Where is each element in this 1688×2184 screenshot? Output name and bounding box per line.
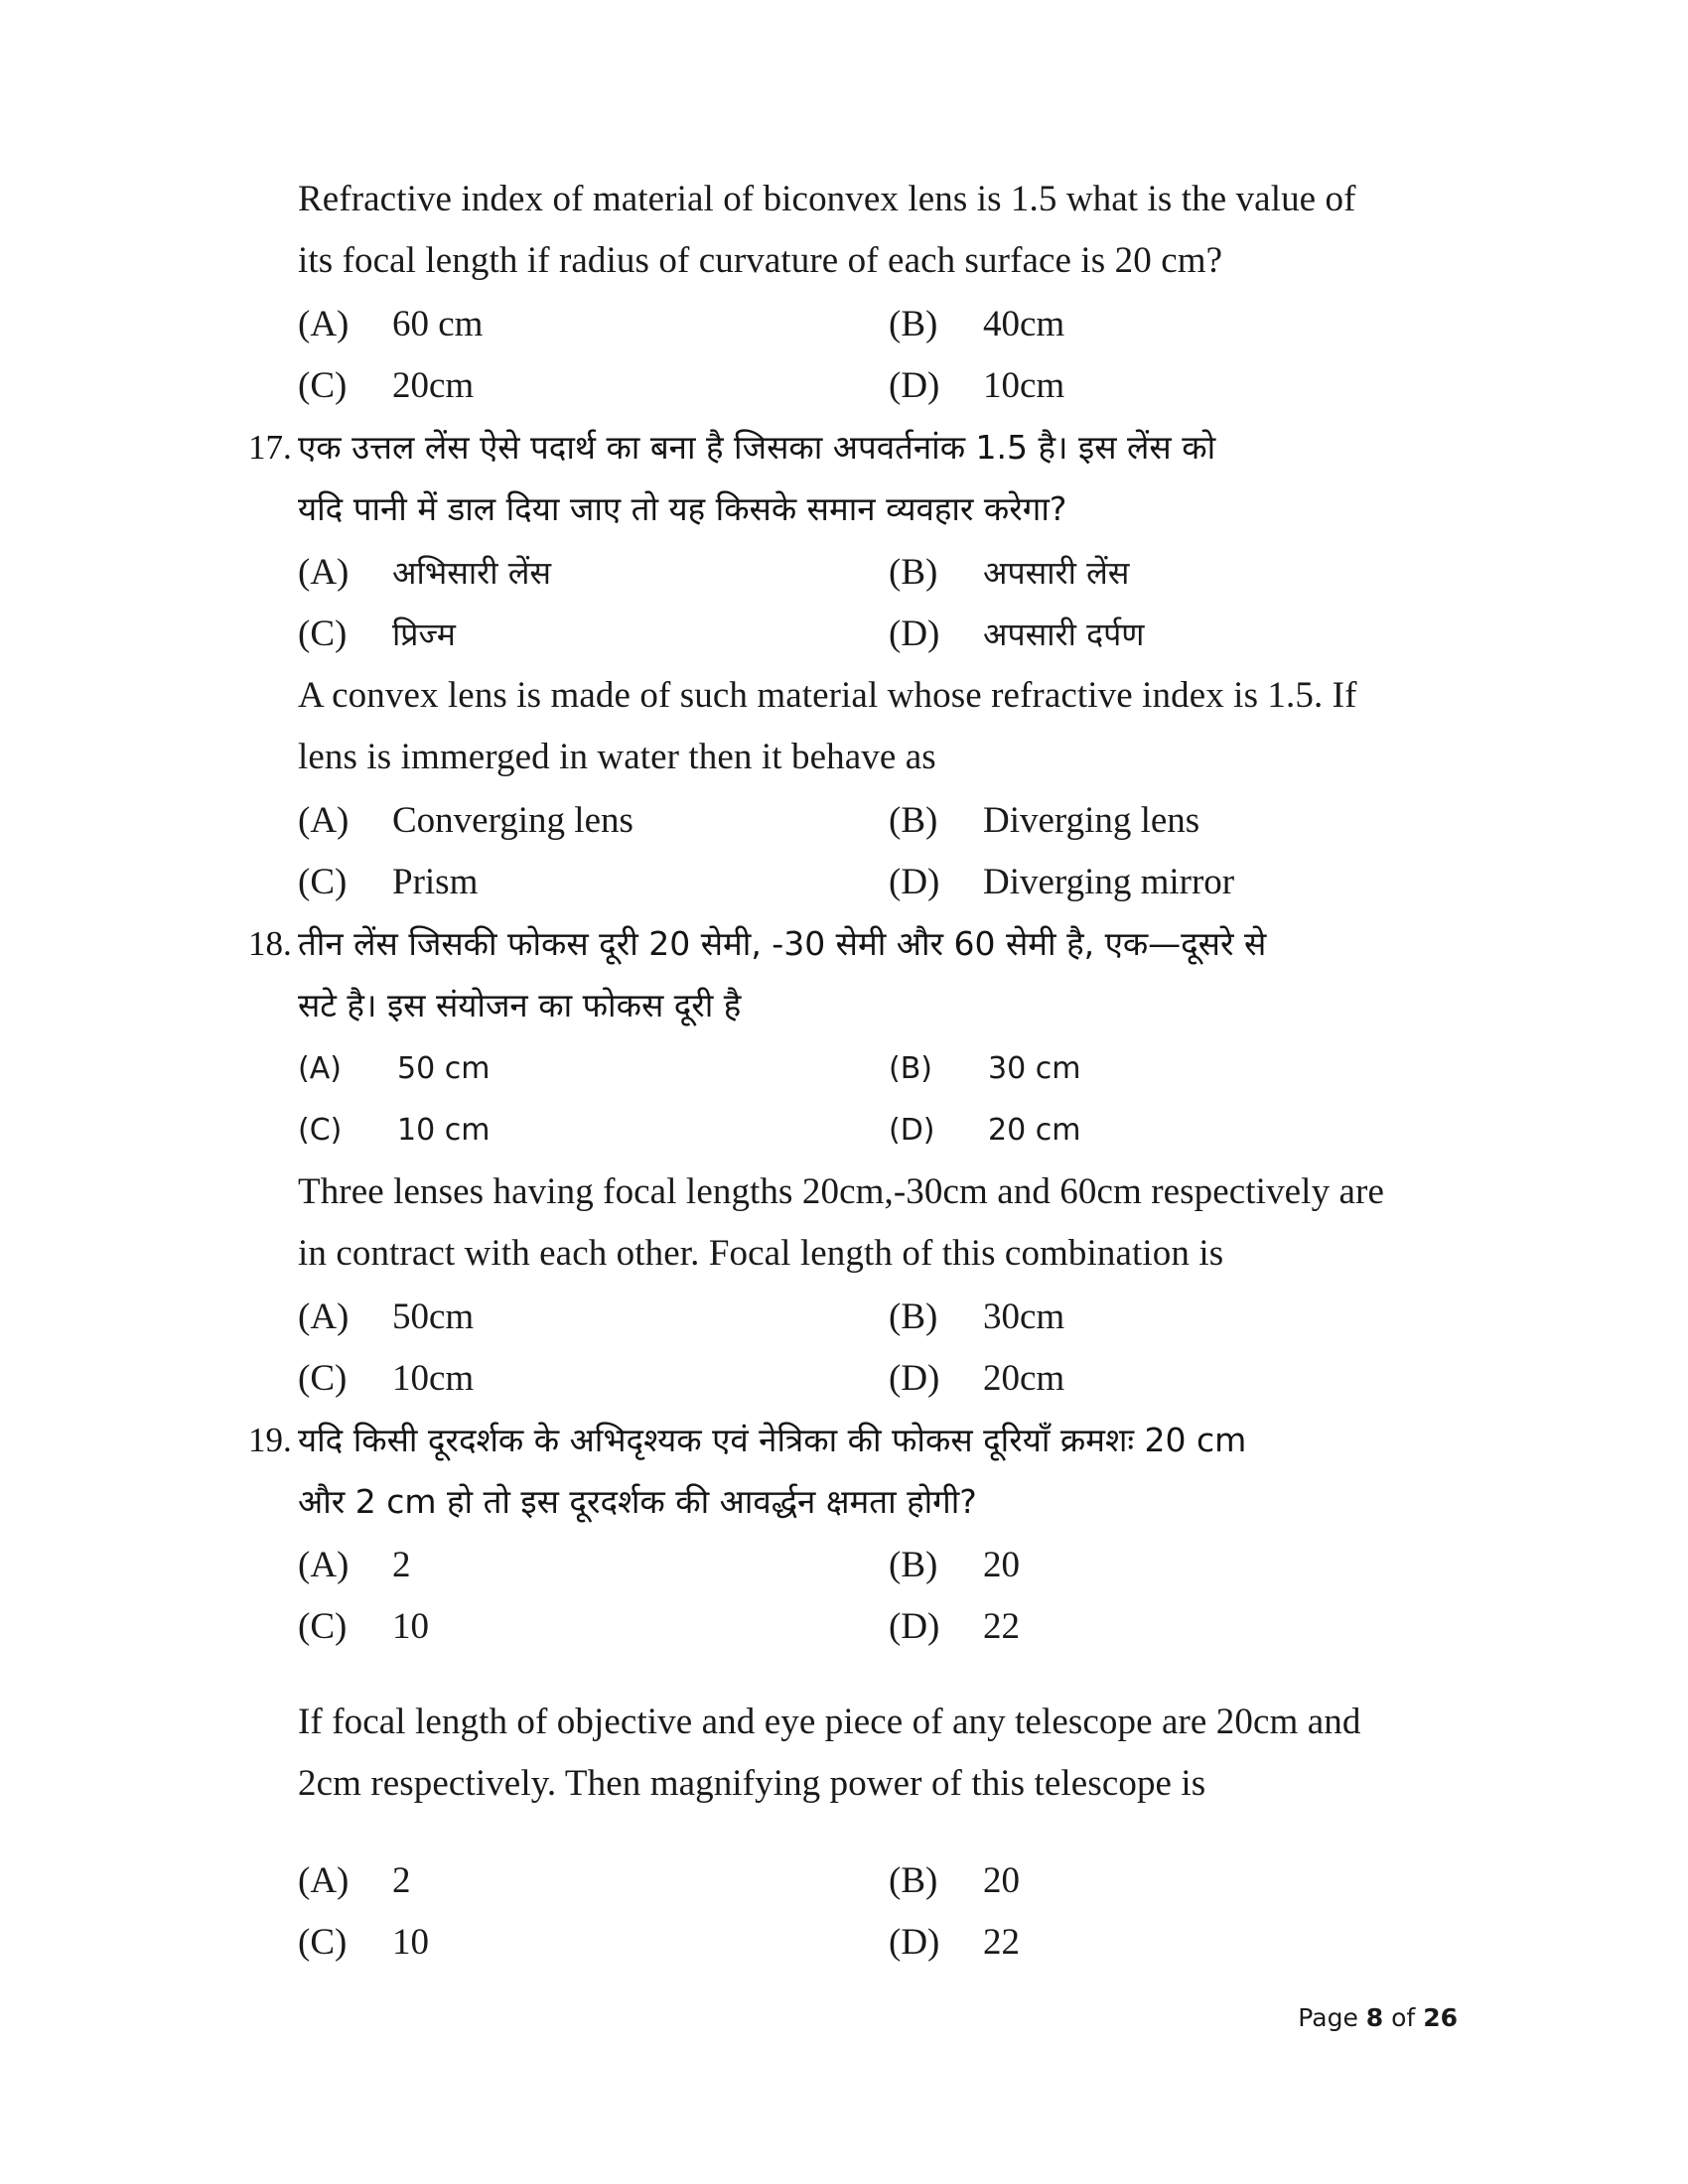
stem-line: A convex lens is made of such material whose refractive index is 1.5. If bbox=[298, 675, 1357, 716]
question-block-q19-hindi bbox=[248, 1410, 1390, 1658]
block-spacer bbox=[298, 1815, 1390, 1848]
option-key-a: (A) bbox=[298, 1051, 342, 1086]
option-key-b: (B) bbox=[889, 1297, 938, 1337]
page-footer bbox=[1298, 2003, 1458, 2032]
option-value-c: प्रिज्म bbox=[392, 615, 456, 653]
option-a[interactable] bbox=[298, 542, 889, 604]
option-c[interactable] bbox=[298, 1596, 889, 1658]
option-c[interactable] bbox=[298, 1912, 889, 1974]
option-value-b: 20 bbox=[983, 1860, 1020, 1901]
option-value-b: 30 cm bbox=[988, 1051, 1081, 1086]
option-value-c: 10cm bbox=[392, 1358, 475, 1399]
option-key-a: (A) bbox=[298, 800, 350, 841]
option-row bbox=[298, 1038, 1390, 1100]
option-a[interactable] bbox=[298, 1287, 889, 1348]
option-b[interactable] bbox=[889, 1287, 1390, 1348]
option-key-a: (A) bbox=[298, 304, 350, 344]
option-c[interactable] bbox=[298, 852, 889, 913]
stem-line: Three lenses having focal lengths 20cm,-30cm and 60cm respectively are bbox=[298, 1171, 1384, 1212]
option-value-a: Converging lens bbox=[392, 800, 633, 841]
option-key-a: (A) bbox=[298, 1860, 350, 1901]
question-number-17: 17. bbox=[248, 428, 292, 467]
stem-line: यदि किसी दूरदर्शक के अभिदृश्यक एवं नेत्रिका की फोकस दूरियाँ क्रमशः 20 cm bbox=[298, 1421, 1247, 1459]
stem-line: Refractive index of material of biconvex lens is 1.5 what is the value of bbox=[298, 179, 1356, 219]
option-value-b: 20 bbox=[983, 1545, 1020, 1585]
option-key-c: (C) bbox=[298, 1922, 348, 1963]
option-c[interactable] bbox=[298, 355, 889, 417]
option-a[interactable] bbox=[298, 1850, 889, 1912]
question-column bbox=[248, 169, 1390, 1974]
option-value-b: 30cm bbox=[983, 1297, 1065, 1337]
question-number-19: 19. bbox=[248, 1421, 292, 1459]
option-row bbox=[298, 1596, 1390, 1658]
options-group bbox=[298, 790, 1390, 913]
stem-line: और 2 cm हो तो इस दूरदर्शक की आवर्द्धन क्षमता होगी? bbox=[298, 1482, 977, 1521]
question-block-q18-english bbox=[298, 1161, 1390, 1410]
stem-line: तीन लेंस जिसकी फोकस दूरी 20 सेमी, -30 सेमी और 60 सेमी है, एक—दूसरे से bbox=[298, 924, 1267, 963]
option-value-a: 50 cm bbox=[397, 1051, 491, 1086]
option-b[interactable] bbox=[889, 1850, 1390, 1912]
footer-page-total: 26 bbox=[1423, 2003, 1458, 2032]
stem-line: in contract with each other. Focal length of this combination is bbox=[298, 1233, 1224, 1274]
option-value-b: अपसारी लेंस bbox=[983, 554, 1130, 592]
option-key-c: (C) bbox=[298, 614, 348, 654]
stem-line: यदि पानी में डाल दिया जाए तो यह किसके समान व्यवहार करेगा? bbox=[298, 489, 1067, 528]
option-key-c: (C) bbox=[298, 1113, 343, 1148]
option-key-b: (B) bbox=[889, 304, 938, 344]
option-key-d: (D) bbox=[889, 1606, 940, 1647]
option-c[interactable] bbox=[298, 604, 889, 665]
option-value-b: Diverging lens bbox=[983, 800, 1200, 841]
option-value-a: 60 cm bbox=[392, 304, 484, 344]
option-b[interactable] bbox=[889, 1535, 1390, 1596]
option-row bbox=[298, 1912, 1390, 1974]
option-d[interactable] bbox=[889, 355, 1390, 417]
option-value-a: अभिसारी लेंस bbox=[392, 554, 552, 592]
question-block-q16-english bbox=[298, 169, 1390, 417]
option-b[interactable] bbox=[889, 790, 1390, 852]
footer-of-label: of bbox=[1391, 2003, 1416, 2032]
option-key-b: (B) bbox=[889, 552, 938, 593]
option-key-a: (A) bbox=[298, 552, 350, 593]
option-value-a: 2 bbox=[392, 1545, 411, 1585]
option-key-b: (B) bbox=[889, 1051, 932, 1086]
option-key-c: (C) bbox=[298, 1606, 348, 1647]
option-key-a: (A) bbox=[298, 1545, 350, 1585]
option-d[interactable] bbox=[889, 1100, 1390, 1161]
option-key-d: (D) bbox=[889, 1358, 940, 1399]
option-value-d: Diverging mirror bbox=[983, 862, 1235, 902]
option-a[interactable] bbox=[298, 1535, 889, 1596]
option-b[interactable] bbox=[889, 542, 1390, 604]
option-value-c: Prism bbox=[392, 862, 479, 902]
option-d[interactable] bbox=[889, 604, 1390, 665]
option-row bbox=[298, 1535, 1390, 1596]
option-row bbox=[298, 1100, 1390, 1161]
footer-page-number: 8 bbox=[1365, 2003, 1384, 2032]
option-key-d: (D) bbox=[889, 862, 940, 902]
option-row bbox=[298, 604, 1390, 665]
option-key-b: (B) bbox=[889, 800, 938, 841]
option-key-d: (D) bbox=[889, 1113, 935, 1148]
options-group bbox=[298, 542, 1390, 665]
option-value-c: 20cm bbox=[392, 365, 475, 406]
options-group bbox=[298, 1287, 1390, 1410]
option-d[interactable] bbox=[889, 852, 1390, 913]
stem-line: lens is immerged in water then it behave as bbox=[298, 737, 936, 777]
option-key-d: (D) bbox=[889, 365, 940, 406]
option-row bbox=[298, 355, 1390, 417]
block-spacer bbox=[298, 1658, 1390, 1692]
option-value-d: 20cm bbox=[983, 1358, 1065, 1399]
options-group bbox=[298, 1038, 1390, 1161]
option-b[interactable] bbox=[889, 294, 1390, 355]
option-b[interactable] bbox=[889, 1038, 1390, 1100]
option-a[interactable] bbox=[298, 790, 889, 852]
option-row bbox=[298, 790, 1390, 852]
option-c[interactable] bbox=[298, 1100, 889, 1161]
option-key-b: (B) bbox=[889, 1860, 938, 1901]
option-value-c: 10 bbox=[392, 1922, 429, 1963]
option-row bbox=[298, 1348, 1390, 1410]
option-value-d: 22 bbox=[983, 1606, 1020, 1647]
option-row bbox=[298, 852, 1390, 913]
option-value-a: 2 bbox=[392, 1860, 411, 1901]
option-row bbox=[298, 1850, 1390, 1912]
option-value-c: 10 bbox=[392, 1606, 429, 1647]
option-d[interactable] bbox=[889, 1912, 1390, 1974]
stem-line: सटे है। इस संयोजन का फोकस दूरी है bbox=[298, 986, 742, 1024]
option-key-d: (D) bbox=[889, 1922, 940, 1963]
option-value-d: 20 cm bbox=[988, 1113, 1081, 1148]
stem-line: its focal length if radius of curvature of each surface is 20 cm? bbox=[298, 240, 1223, 281]
stem-line: If focal length of objective and eye piece of any telescope are 20cm and bbox=[298, 1702, 1361, 1742]
option-key-c: (C) bbox=[298, 862, 348, 902]
options-group bbox=[298, 1535, 1390, 1658]
option-a[interactable] bbox=[298, 294, 889, 355]
option-a[interactable] bbox=[298, 1038, 889, 1100]
option-value-b: 40cm bbox=[983, 304, 1065, 344]
options-group bbox=[298, 1850, 1390, 1974]
option-key-b: (B) bbox=[889, 1545, 938, 1585]
option-c[interactable] bbox=[298, 1348, 889, 1410]
option-d[interactable] bbox=[889, 1348, 1390, 1410]
option-value-d: अपसारी दर्पण bbox=[983, 615, 1145, 653]
question-block-q18-hindi bbox=[248, 913, 1390, 1161]
question-number-18: 18. bbox=[248, 924, 292, 963]
stem-line: 2cm respectively. Then magnifying power of this telescope is bbox=[298, 1763, 1206, 1804]
option-value-d: 22 bbox=[983, 1922, 1020, 1963]
footer-page-label: Page bbox=[1298, 2003, 1358, 2032]
option-key-c: (C) bbox=[298, 365, 348, 406]
option-d[interactable] bbox=[889, 1596, 1390, 1658]
option-row bbox=[298, 294, 1390, 355]
option-key-d: (D) bbox=[889, 614, 940, 654]
option-row bbox=[298, 542, 1390, 604]
question-block-q17-english bbox=[298, 665, 1390, 913]
question-block-q17-hindi bbox=[248, 417, 1390, 665]
option-key-c: (C) bbox=[298, 1358, 348, 1399]
option-value-a: 50cm bbox=[392, 1297, 475, 1337]
option-value-c: 10 cm bbox=[397, 1113, 491, 1148]
option-value-d: 10cm bbox=[983, 365, 1065, 406]
stem-line: एक उत्तल लेंस ऐसे पदार्थ का बना है जिसका अपवर्तनांक 1.5 है। इस लेंस को bbox=[298, 428, 1216, 467]
options-group bbox=[298, 294, 1390, 417]
question-block-q19-english bbox=[298, 1692, 1390, 1974]
option-row bbox=[298, 1287, 1390, 1348]
option-key-a: (A) bbox=[298, 1297, 350, 1337]
